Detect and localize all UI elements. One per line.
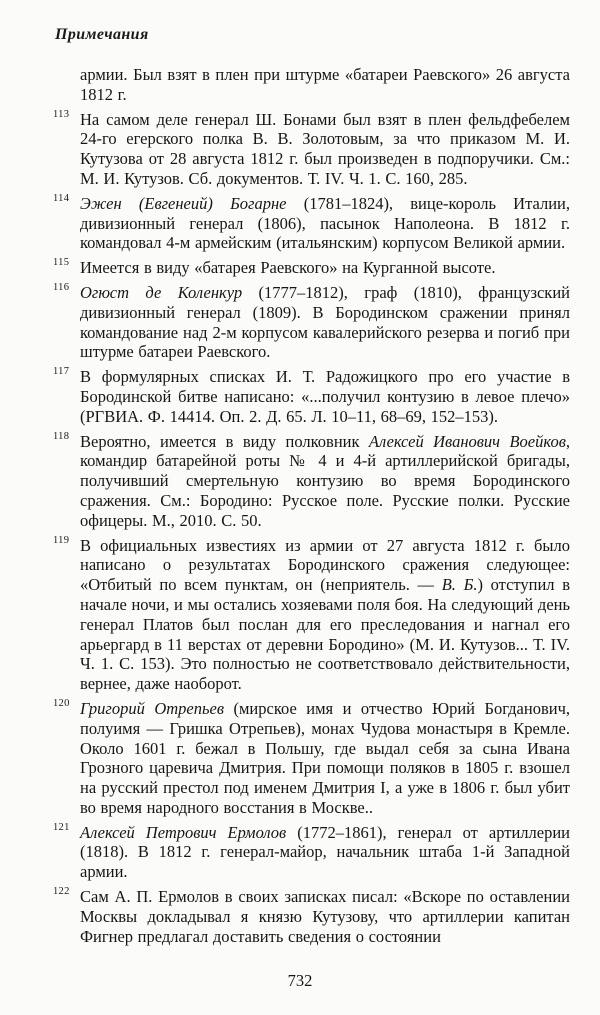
note-item (80, 65, 570, 105)
note-text (80, 699, 570, 818)
note-item (53, 534, 571, 694)
note-item (53, 366, 570, 426)
note-number: 121 (53, 821, 70, 833)
note-number: 118 (53, 430, 70, 442)
note-text-italic-run: Григорий Отрепьев (80, 698, 224, 718)
note-text (80, 367, 570, 426)
note-number: 122 (53, 886, 70, 898)
note-number: 116 (53, 281, 70, 293)
note-text (80, 536, 570, 694)
note-text-run: На самом деле генерал Ш. Бонами был взят в плен фельдфебелем 24-го егерского полка В. В. Золотовым, за что приказом М. И. Кутузова от 28 августа 1812 г. был произведен в подпоручики. См.: М. И. Кутузов. Сб. документов. Т. IV. Ч. 1. С. 160, 285. (80, 109, 570, 188)
note-text-run: Сам А. П. Ермолов в своих записках писал: «Вскоре по оставлении Москвы докладывал я князю Кутузову, что артиллерии капитан Фигнер предлагал доставить сведения о состоянии (80, 887, 570, 946)
note-number: 115 (53, 257, 70, 269)
note-item (53, 108, 570, 189)
note-text (80, 887, 570, 946)
note-number: 120 (53, 697, 70, 709)
note-text-run: , командир батарейной роты № 4 и 4-й артиллерийской бригады, получивший смертельную контузию во время Бородинского сражения. См.: Бородино: Русское поле. Русские полки. Русские офицеры. М., 2010. С. 50. (80, 431, 571, 530)
note-text (80, 432, 570, 531)
note-text (80, 194, 570, 253)
note-text (80, 110, 570, 189)
running-head: Примечания (55, 26, 149, 43)
note-number: 113 (53, 108, 70, 120)
note-text (80, 823, 570, 882)
note-text-italic-run: Огюст де Коленкур (80, 282, 243, 302)
note-text-run: В формулярных списках И. Т. Радожицкого про его участие в Бородинской битве написано: «...получил контузию в левое плечо» (РГВИА. Ф. 14414. Оп. 2. Д. 65. Л. 10–11, 68–69, 152–153). (80, 367, 570, 426)
notes-list (53, 65, 571, 946)
note-text (80, 283, 570, 362)
note-text-run: Вероятно, имеется в виду полковник (80, 431, 369, 451)
note-number: 119 (53, 534, 70, 546)
note-text-run: армии. Был взят в плен при штурме «батареи Раевского» 26 августа 1812 г. (80, 65, 570, 104)
note-item (53, 697, 570, 818)
note-text-run: (1777–1812), граф (1810), французский дивизионный генерал (1809). В Бородинском сражении принял командование над 2-м корпусом кавалерийского резерва и погиб при штурме батареи Раевского. (80, 282, 570, 362)
note-text-run: (1772–1861), генерал от артиллерии (1818). В 1812 г. генерал-майор, начальник штаба 1-й Западной армии. (80, 822, 571, 882)
note-item (53, 257, 570, 278)
note-text (80, 65, 570, 105)
note-text-italic-run: Алексей Петрович Ермолов (80, 822, 287, 842)
note-text-run: (1781–1824), вице-король Италии, дивизионный генерал (1806), пасынок Наполеона. В 1812 г. командовал 4-м армейским (итальянским) корпусом Великой армии. (80, 193, 570, 253)
note-text (80, 258, 570, 278)
page-number: 732 (287, 971, 313, 990)
note-text-run: В официальных известиях из армии от 27 августа 1812 г. было написано о результатах Бородинского сражения следующее: «Отбитый по всем пунктам, он (неприятель. — (80, 535, 570, 595)
note-text-run: Имеется в виду «батарея Раевского» на Курганной высоте. (80, 258, 496, 278)
note-item (53, 821, 571, 882)
note-item (53, 192, 570, 253)
note-item (53, 281, 570, 362)
note-item (53, 886, 570, 946)
note-text-italic-run: Алексей Иванович Воейков (368, 431, 566, 451)
note-item (53, 430, 571, 531)
note-text-italic-run: В. Б. (441, 575, 478, 595)
note-text-italic-run: Эжен (Евгенеий) Богарне (80, 193, 287, 213)
note-text-run: (мирское имя и отчество Юрий Богданович, полуимя — Гришка Отрепьев), монах Чудова монастыря в Кремле. Около 1601 г. бежал в Польшу, где выдал себя за сына Ивана Грозного царевича Дмитрия. При помощи поляков в 1805 г. взошел на русский престол под именем Дмитрия I, а уже в 1806 г. был убит во время народного восстания в Москве.. (80, 698, 570, 817)
note-number: 117 (53, 366, 70, 378)
note-number: 114 (53, 192, 70, 204)
note-text-run: ) отступил в начале ночи, и мы остались хозяевами поля боя. На следующий день генерал Платов был послан для его преследования и нагнал его арьергард в 11 верстах от деревни Бородино» (М. И. Кутузов... Т. IV. Ч. 1. С. 153). Это полностью не соответствовало действительности, вернее, даже наоборот. (80, 575, 571, 694)
